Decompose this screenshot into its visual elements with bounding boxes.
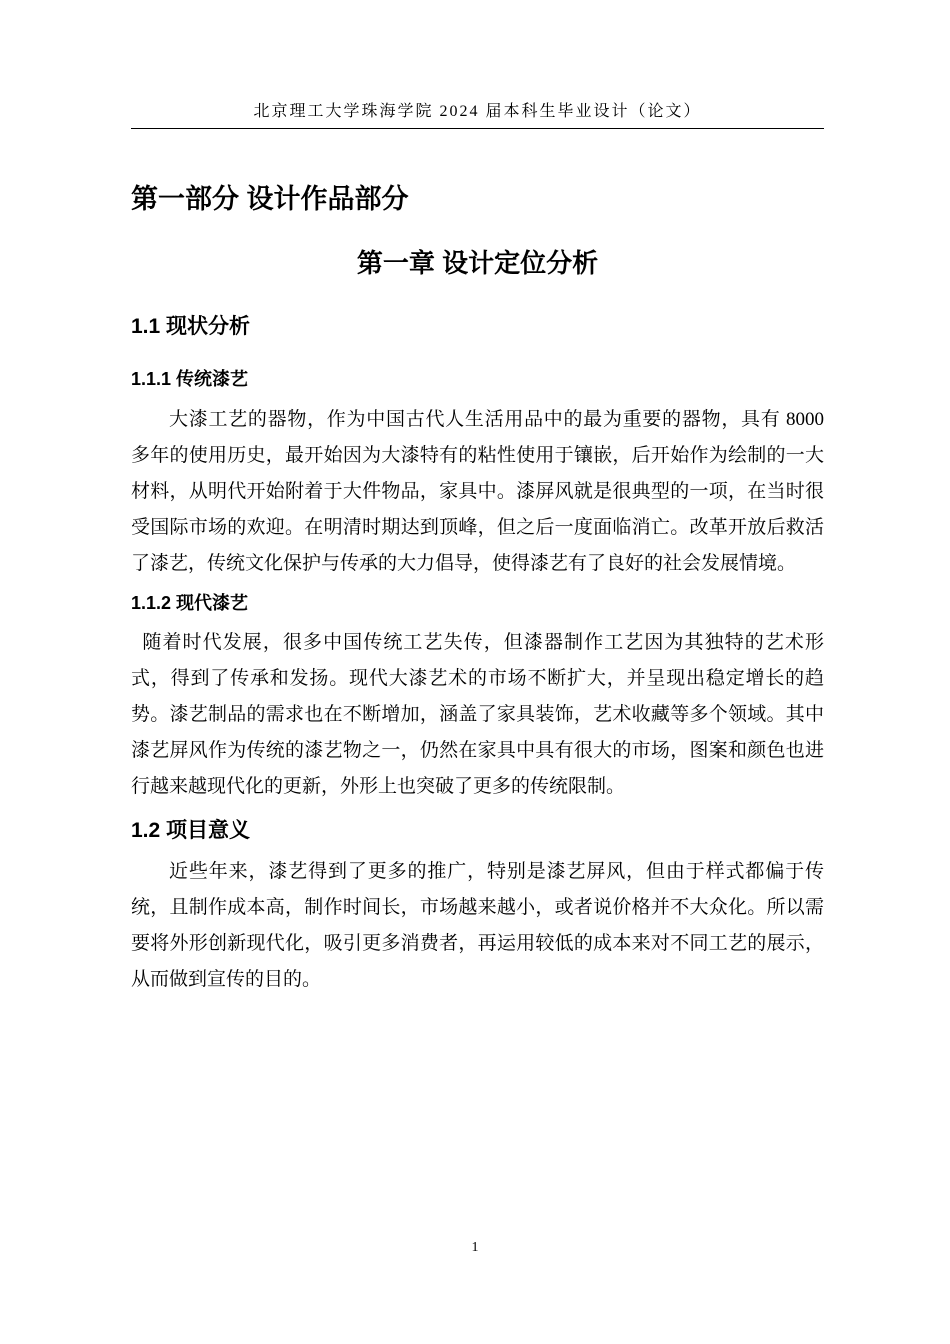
document-body xyxy=(131,160,824,998)
paragraph-modern-lacquer: 随着时代发展，很多中国传统工艺失传，但漆器制作工艺因为其独特的艺术形式，得到了传承和发扬。现代大漆艺术的市场不断扩大，并呈现出稳定增长的趋势。漆艺制品的需求也在不断增加，涵盖了家具装饰，艺术收藏等多个领域。其中漆艺屏风作为传统的漆艺物之一，仍然在家具中具有很大的市场，图案和颜色也进行越来越现代化的更新，外形上也突破了更多的传统限制。 xyxy=(131,631,824,797)
section-title-1-2: 1.2 项目意义 xyxy=(131,818,251,842)
page-footer xyxy=(0,1238,950,1256)
running-head-title: 北京理工大学珠海学院 2024 届本科生毕业设计（论文） xyxy=(253,103,702,120)
paragraph-project-significance: 近些年来，漆艺得到了更多的推广，特别是漆艺屏风，但由于样式都偏于传统，且制作成本高，制作时间长，市场越来越小，或者说价格并不大众化。所以需要将外形创新现代化，吸引更多消费者，再运用较低的成本来对不同工艺的展示，从而做到宣传的目的。 xyxy=(131,861,824,991)
page-header xyxy=(131,98,824,129)
subsection-title-1-1-1: 1.1.1 传统漆艺 xyxy=(131,369,249,390)
chapter-title: 第一章 设计定位分析 xyxy=(356,248,599,279)
subsection-title-1-1-2: 1.1.2 现代漆艺 xyxy=(131,592,249,613)
paragraph-traditional-lacquer: 大漆工艺的器物，作为中国古代人生活用品中的最为重要的器物，具有 8000 多年的使用历史，最开始因为大漆特有的粘性使用于镶嵌，后开始作为绘制的一大材料，从明代开始附着于大件物品，家具中。漆屏风就是很典型的一项，在当时很受国际市场的欢迎。在明清时期达到顶峰，但之后一度面临消亡。改革开放后救活了漆艺，传统文化保护与传承的大力倡导，使得漆艺有了良好的社会发展情境。 xyxy=(131,408,824,574)
part-title: 第一部分 设计作品部分 xyxy=(131,184,409,214)
page-number: 1 xyxy=(471,1240,479,1255)
section-title-1-1: 1.1 现状分析 xyxy=(131,314,251,338)
